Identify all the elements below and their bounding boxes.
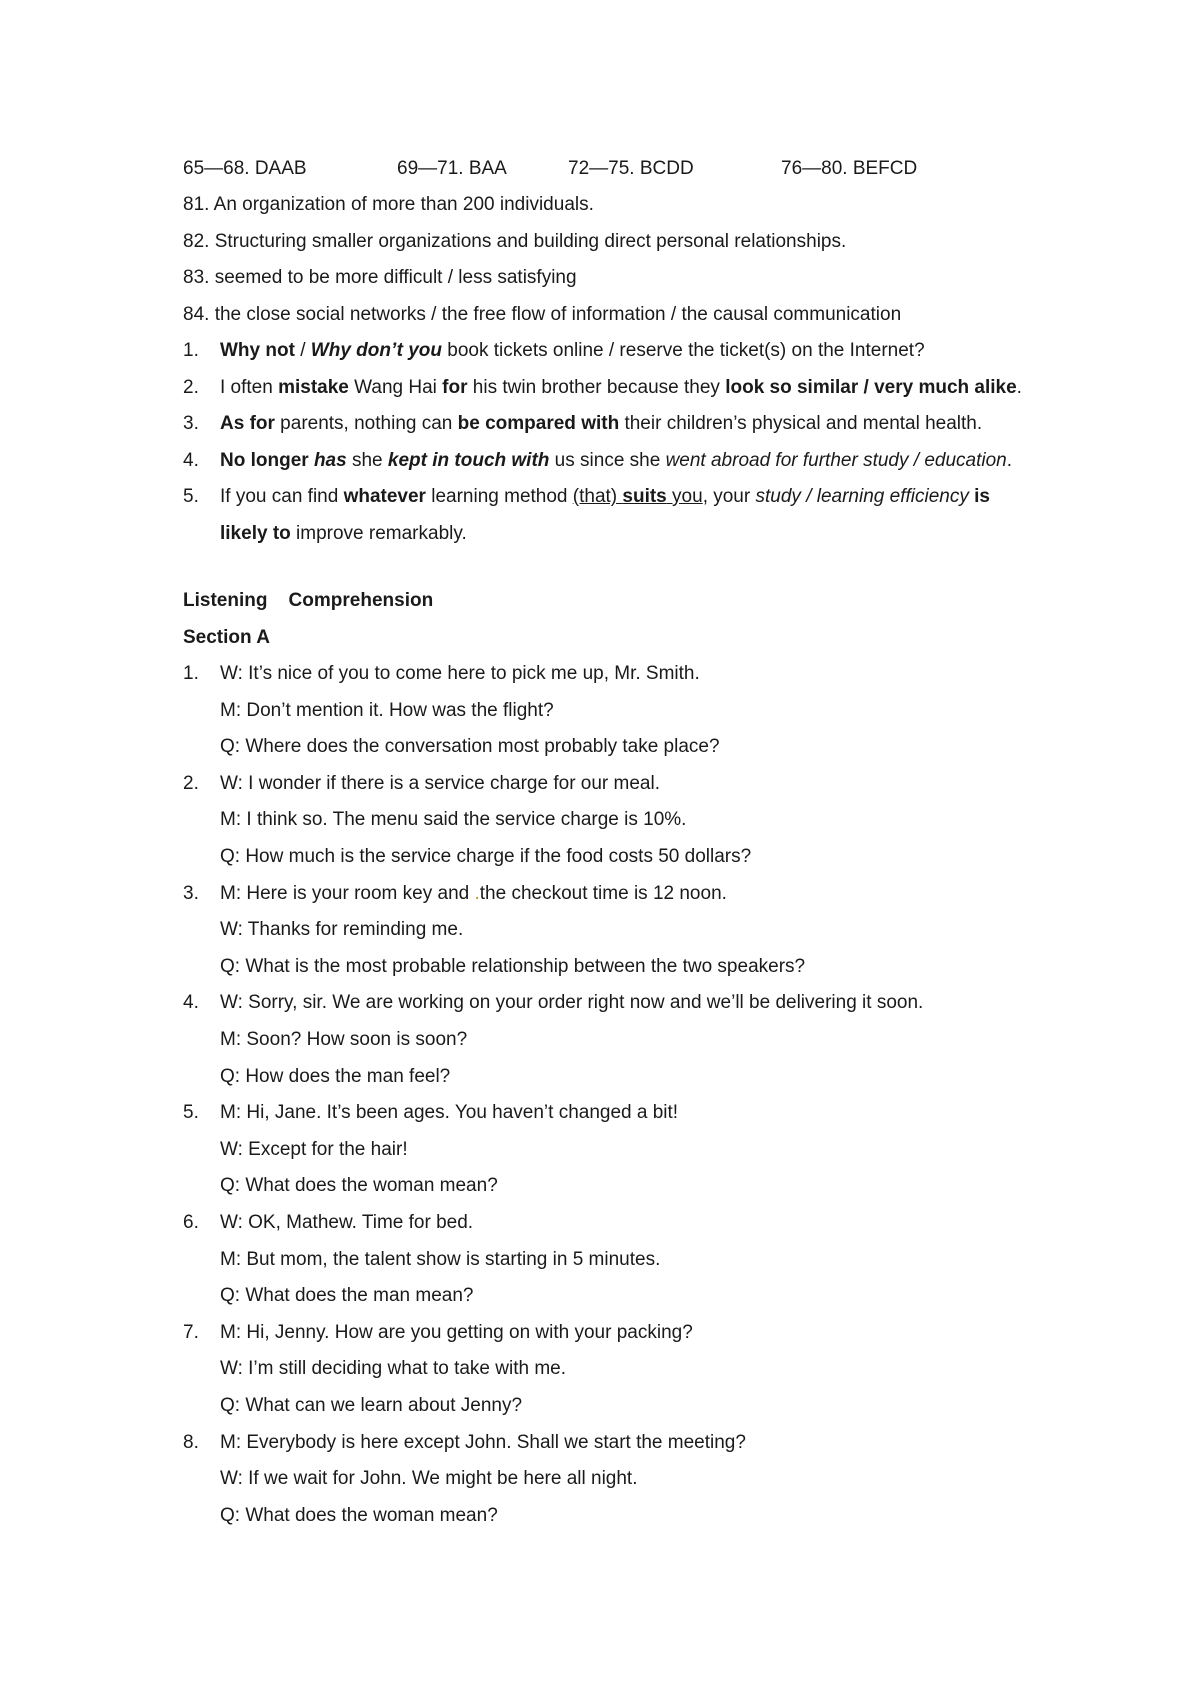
dialogue-text: W: I’m still deciding what to take with me. (220, 1358, 566, 1379)
dialogue-text: W: It’s nice of you to come here to pick me up, Mr. Smith. (220, 663, 700, 684)
dialogue-text: Q: What does the man mean? (220, 1285, 474, 1306)
dialogue-text: M: Here is your room key and .the checkout time is 12 noon. (220, 883, 727, 904)
dialogue-text: W: Thanks for reminding me. (220, 919, 464, 940)
item-number: 3. (183, 883, 199, 904)
dialogue-text: Q: How does the man feel? (220, 1066, 451, 1087)
dialogue-text: M: Soon? How soon is soon? (220, 1029, 468, 1050)
dialogue-text: M: I think so. The menu said the service charge is 10%. (220, 809, 687, 830)
item-number: 2. (183, 377, 199, 398)
item-number: 1. (183, 663, 199, 684)
answer-group-69-71: 69—71. BAA (397, 158, 507, 179)
dialogue-text: M: Everybody is here except John. Shall we start the meeting? (220, 1432, 746, 1453)
dialogue-text: Q: What does the woman mean? (220, 1505, 498, 1526)
answer-group-72-75: 72—75. BCDD (568, 158, 694, 179)
dialogue-text: M: Don’t mention it. How was the flight? (220, 700, 554, 721)
dialogue-text: Q: What does the woman mean? (220, 1175, 498, 1196)
item-number: 4. (183, 450, 199, 471)
dialogue-text: M: Hi, Jane. It’s been ages. You haven’t changed a bit! (220, 1102, 679, 1123)
dialogue-text: Q: What is the most probable relationship between the two speakers? (220, 956, 806, 977)
dialogue-text: Q: How much is the service charge if the food costs 50 dollars? (220, 846, 752, 867)
item-number: 5. (183, 1102, 199, 1123)
answer-84: 84. the close social networks / the free flow of information / the causal communication (183, 304, 902, 325)
answer-81: 81. An organization of more than 200 individuals. (183, 194, 594, 215)
answer-group-76-80: 76—80. BEFCD (781, 158, 918, 179)
dialogue-text: W: Except for the hair! (220, 1139, 408, 1160)
dialogue-text: W: Sorry, sir. We are working on your order right now and we’ll be delivering it soon. (220, 992, 924, 1013)
answer-83: 83. seemed to be more difficult / less satisfying (183, 267, 577, 288)
dialogue-text: W: OK, Mathew. Time for bed. (220, 1212, 474, 1233)
translation-5-continued: likely to improve remarkably. (220, 523, 467, 544)
dialogue-text: Q: What can we learn about Jenny? (220, 1395, 523, 1416)
section-heading-listening: Listening Comprehension (183, 590, 434, 611)
item-number: 5. (183, 486, 199, 507)
answer-group-65-68: 65—68. DAAB (183, 158, 307, 179)
document-page: 65—68. DAAB 69—71. BAA 72—75. BCDD 76—80. BEFCD 81. An organization of more than 200 individuals. 82. Structuring smaller organizations and building direct personal relationships. 83. seemed to be more difficult / less satisfying 84. the close social networks / the free flow of information / the causal communication 1. Why not / Why don’t you book tickets online / reserve the ticket(s) on the Internet? 2. I often mistake Wang Hai for his twin brother because they look so similar / very much alike. 3. As for parents, nothing can be compared with their children’s physical and mental health. 4. No longer has she kept in touch with us since she went abroad for further study / education. 5. If you can find whatever learning method (that) suits you, your study / learning efficiency is likely to improve remarkably. Listening Comprehension Section A 1. W: It’s nice of you to come here to pick me up, Mr. Smith. M: Don’t mention it. How was the flight? Q: Where does the conversation most probably take place? 2. W: I wonder if there is a service charge for our meal. M: I think so. The menu said the service charge is 10%. Q: How much is the service charge if the food costs 50 dollars? 3. M: Here is your room key and .the checkout time is 12 noon. W: Thanks for reminding me. Q: What is the most probable relationship between the two speakers? 4. W: Sorry, sir. We are working on your order right now and we’ll be delivering it soon. M: Soon? How soon is soon? Q: How does the man feel? 5. M: Hi, Jane. It’s been ages. You haven’t changed a bit! W: Except for the hair! Q: What does the woman mean? 6. W: OK, Mathew. Time for bed. M: But mom, the talent show is starting in 5 minutes. Q: What does the man mean? 7. M: Hi, Jenny. How are you getting on with your packing? W: I’m still deciding what to take with me. Q: What can we learn about Jenny? 8. M: Everybody is here except John. Shall we start the meeting? W: If we wait for John. We might be here all night. Q: What does the woman mean? (183, 158, 1022, 1526)
section-heading-section-a: Section A (183, 627, 270, 648)
item-number: 6. (183, 1212, 199, 1233)
item-number: 1. (183, 340, 199, 361)
answer-82: 82. Structuring smaller organizations and building direct personal relationships. (183, 231, 847, 252)
dialogue-text: M: But mom, the talent show is starting in 5 minutes. (220, 1249, 661, 1270)
dialogue-text: W: I wonder if there is a service charge for our meal. (220, 773, 660, 794)
dialogue-text: M: Hi, Jenny. How are you getting on with your packing? (220, 1322, 693, 1343)
item-number: 2. (183, 773, 199, 794)
item-number: 4. (183, 992, 199, 1013)
item-number: 8. (183, 1432, 199, 1453)
item-number: 7. (183, 1322, 199, 1343)
dialogue-text: Q: Where does the conversation most probably take place? (220, 736, 720, 757)
item-number: 3. (183, 413, 199, 434)
dialogue-text: W: If we wait for John. We might be here all night. (220, 1468, 638, 1489)
stray-mark: . (474, 883, 480, 904)
